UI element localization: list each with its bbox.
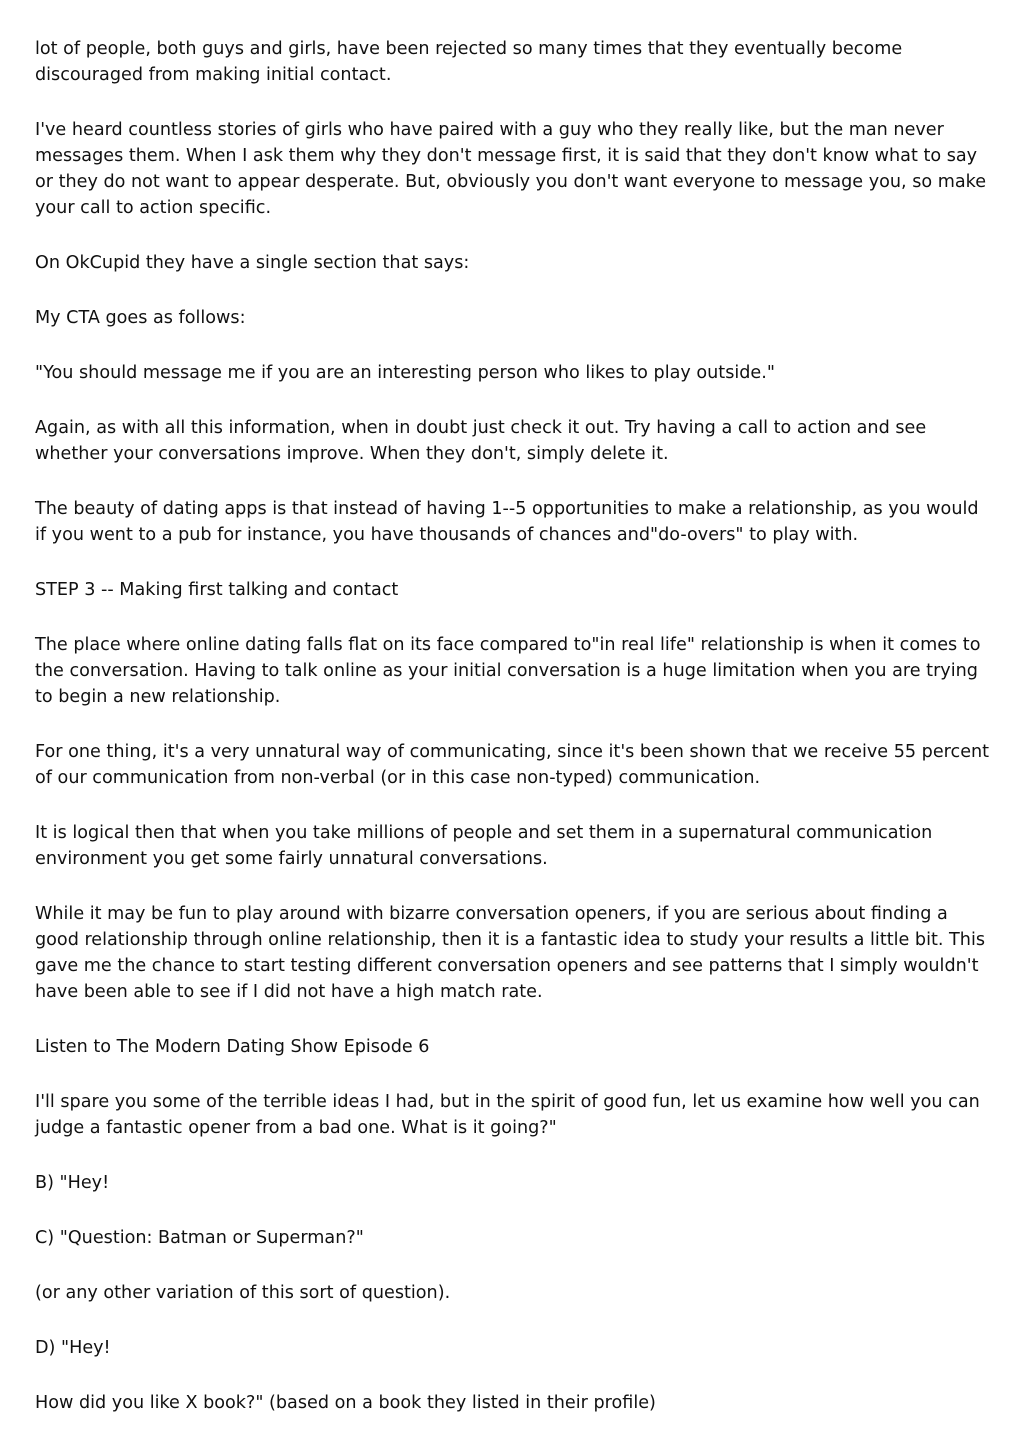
- paragraph: How did you like X book?" (based on a book they listed in their profile): [35, 1393, 656, 1413]
- paragraph: My CTA goes as follows:: [35, 308, 246, 328]
- paragraph: While it may be fun to play around with bizarre conversation openers, if you are serious about finding a good relationship through online relationship, then it is a fantastic idea to study your results a little bit. This gave me the chance to start testing different conversation openers and see patterns that I simply wouldn't have been able to see if I did not have a high match rate.: [35, 904, 986, 1002]
- paragraph: I've heard countless stories of girls who have paired with a guy who they really like, but the man never messages them. When I ask them why they don't message first, it is said that they don't know what to say or they do not want to appear desperate. But, obviously you don't want everyone to message you, so make your call to action specific.: [35, 120, 987, 218]
- paragraph: For one thing, it's a very unnatural way of communicating, since it's been shown that we receive 55 percent of our communication from non-verbal (or in this case non-typed) communication.: [35, 742, 990, 788]
- list-option: D) "Hey!: [35, 1338, 111, 1358]
- paragraph: I'll spare you some of the terrible ideas I had, but in the spirit of good fun, let us examine how well you can judge a fantastic opener from a bad one. What is it going?": [35, 1092, 980, 1138]
- section-heading: STEP 3 -- Making first talking and contact: [35, 580, 399, 600]
- list-option: C) "Question: Batman or Superman?": [35, 1228, 364, 1248]
- document-body: [35, 36, 995, 1445]
- quote-paragraph: "You should message me if you are an interesting person who likes to play outside.": [35, 363, 775, 383]
- list-option: B) "Hey!: [35, 1173, 110, 1193]
- paragraph: Listen to The Modern Dating Show Episode 6: [35, 1037, 430, 1057]
- paragraph: (or any other variation of this sort of question).: [35, 1283, 451, 1303]
- paragraph: lot of people, both guys and girls, have been rejected so many times that they eventually become discouraged from making initial contact.: [35, 39, 903, 85]
- paragraph: The place where online dating falls flat on its face compared to"in real life" relationship is when it comes to the conversation. Having to talk online as your initial conversation is a huge limitation when you are trying to begin a new relationship.: [35, 635, 981, 707]
- paragraph: On OkCupid they have a single section that says:: [35, 253, 470, 273]
- paragraph: The beauty of dating apps is that instead of having 1--5 opportunities to make a relationship, as you would if you went to a pub for instance, you have thousands of chances and"do-overs" to play with.: [35, 499, 979, 545]
- paragraph: Again, as with all this information, when in doubt just check it out. Try having a call to action and see whether your conversations improve. When they don't, simply delete it.: [35, 418, 927, 464]
- paragraph: It is logical then that when you take millions of people and set them in a supernatural communication environment you get some fairly unnatural conversations.: [35, 823, 933, 869]
